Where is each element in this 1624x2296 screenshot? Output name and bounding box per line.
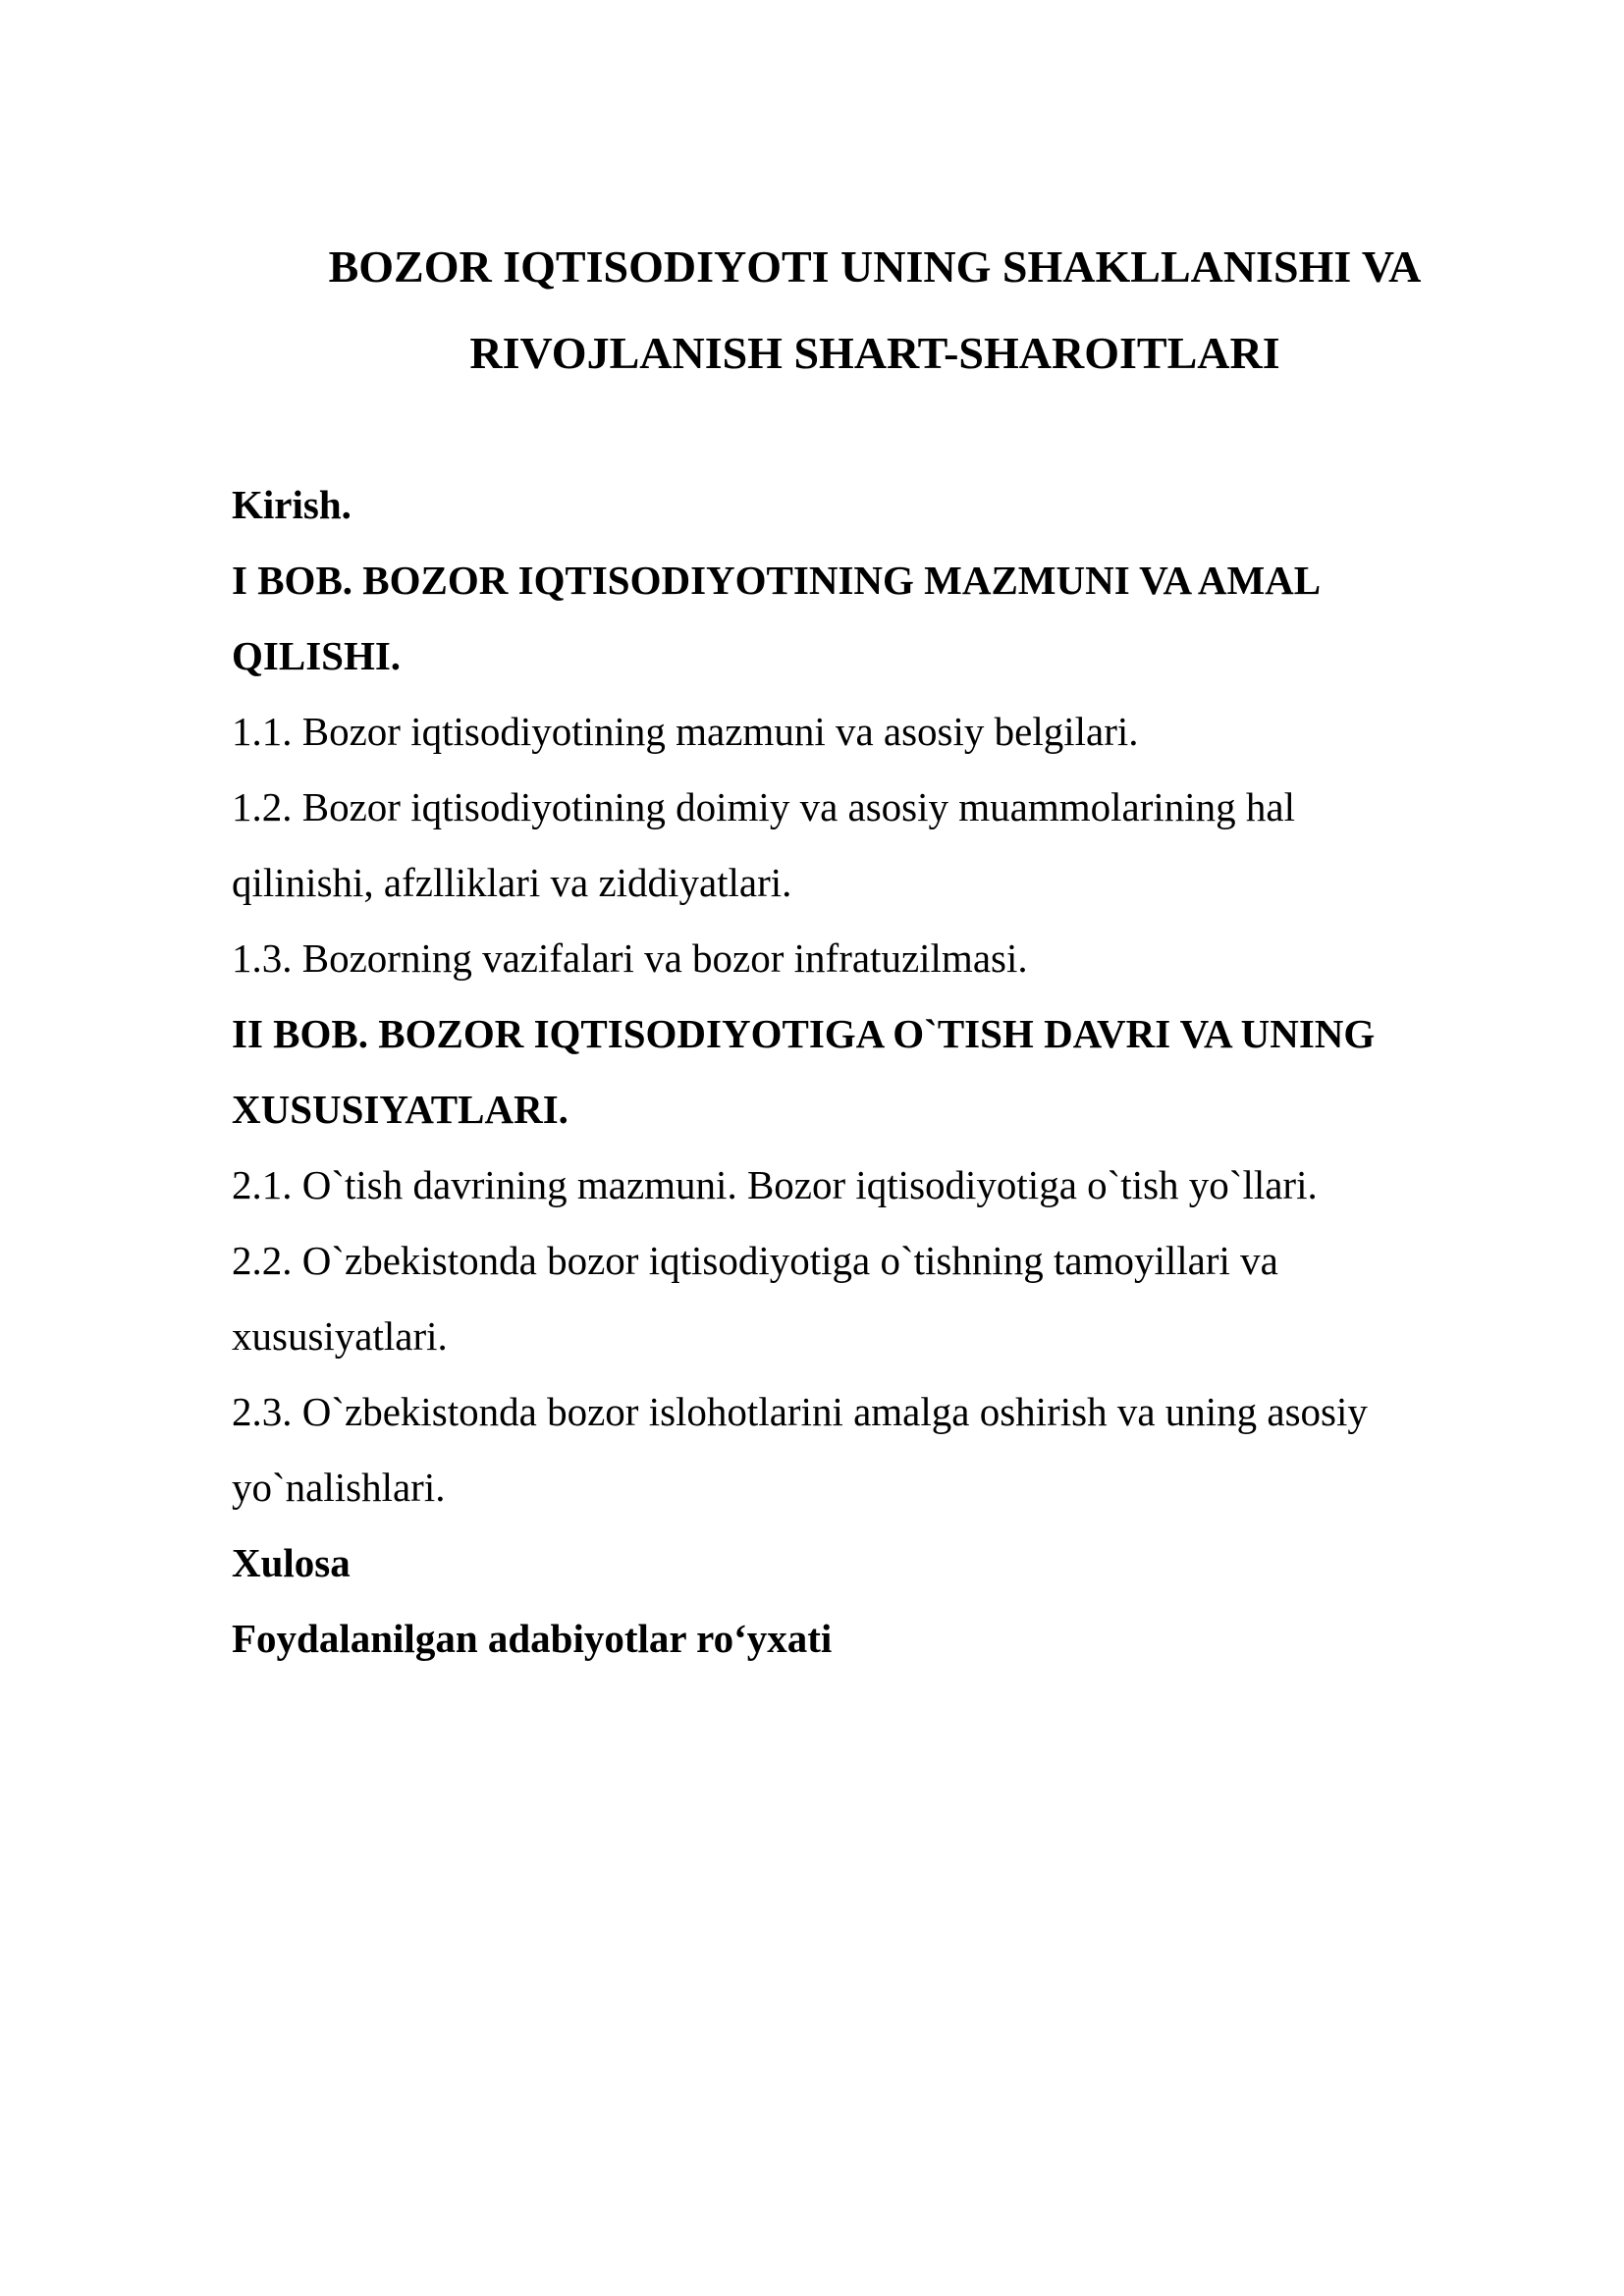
toc-section-1-3: 1.3. Bozorning vazifalari va bozor infratuzilmasi.	[232, 935, 1028, 981]
toc-section-2-2-cont: xususiyatlari.	[232, 1313, 448, 1359]
document-title	[232, 224, 1518, 397]
toc-section-1-1: 1.1. Bozor iqtisodiyotining mazmuni va asosiy belgilari.	[232, 709, 1139, 754]
toc-chapter-1-heading-cont: QILISHI.	[232, 633, 402, 678]
toc-bibliography: Foydalanilgan adabiyotlar ro‘yxati	[232, 1616, 833, 1661]
toc-conclusion: Xulosa	[232, 1540, 351, 1585]
toc-introduction: Kirish.	[232, 482, 352, 527]
toc-section-2-3-cont: yo`nalishlari.	[232, 1465, 446, 1510]
toc-chapter-1-heading: I BOB. BOZOR IQTISODIYOTINING MAZMUNI VA AMAL	[232, 558, 1322, 603]
toc-section-2-2: 2.2. O`zbekistonda bozor iqtisodiyotiga o`tishning tamoyillari va	[232, 1238, 1278, 1283]
toc-section-1-2-cont: qilinishi, afzlliklari va ziddiyatlari.	[232, 860, 792, 905]
table-of-contents	[232, 467, 1508, 1677]
toc-chapter-2-heading-cont: XUSUSIYATLARI.	[232, 1087, 568, 1132]
title-line-1: BOZOR IQTISODIYOTI UNING SHAKLLANISHI VA	[328, 241, 1422, 292]
title-line-2: RIVOJLANISH SHART-SHAROITLARI	[469, 328, 1280, 378]
toc-chapter-2-heading: II BOB. BOZOR IQTISODIYOTIGA O`TISH DAVRI VA UNING	[232, 1011, 1376, 1056]
toc-section-2-1: 2.1. O`tish davrining mazmuni. Bozor iqtisodiyotiga o`tish yo`llari.	[232, 1162, 1318, 1207]
toc-section-2-3: 2.3. O`zbekistonda bozor islohotlarini amalga oshirish va uning asosiy	[232, 1389, 1368, 1434]
toc-section-1-2: 1.2. Bozor iqtisodiyotining doimiy va asosiy muammolarining hal	[232, 784, 1295, 829]
